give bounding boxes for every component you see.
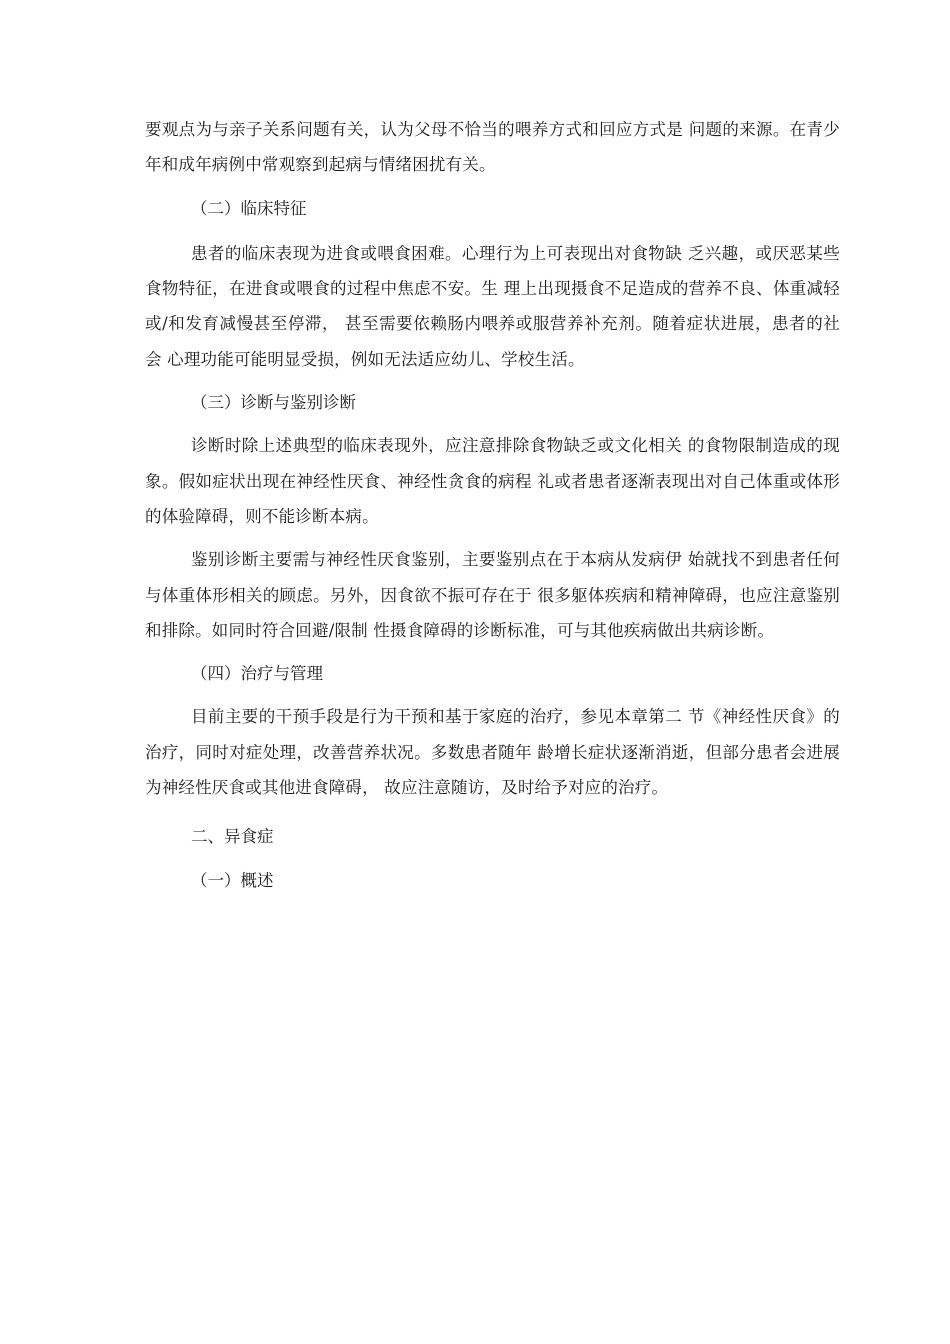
document-body [145,112,840,898]
heading-clinical-features: （二）临床特征 [191,198,307,218]
heading-diagnosis: （三）诊断与鉴别诊断 [191,393,356,413]
paragraph-clinical-features: 患者的临床表现为进食或喂食困难。心理行为上可表现出对食物缺 乏兴趣，或厌恶某些食物特征，在进食或喂食的过程中焦虑不安。生 理上出现摄食不足造成的营养不良、体重减轻或/和发育减慢甚至停滞， 甚至需要依赖肠内喂养或服营养补充剂。随着症状进展，患者的社会 心理功能可能明显受损，例如无法适应幼儿、学校生活。 [145,243,840,369]
paragraph-treatment: 目前主要的干预手段是行为干预和基于家庭的治疗，参见本章第二 节《神经性厌食》的治疗，同时对症处理，改善营养状况。多数患者随年 龄增长症状逐渐消逝，但部分患者会进展为神经性厌食或其他进食障碍， 故应注意随访，及时给予对应的治疗。 [145,707,840,798]
heading-overview: （一）概述 [191,870,274,890]
heading-treatment: （四）治疗与管理 [191,664,323,684]
heading-pica: 二、异食症 [191,827,274,847]
paragraph-diagnosis: 诊断时除上述典型的临床表现外，应注意排除食物缺乏或文化相关 的食物限制造成的现象。假如症状出现在神经性厌食、神经性贪食的病程 礼或者患者逐渐表现出对自己体重或体形的体验障碍，则不能诊断本病。 [145,436,840,526]
paragraph-differential-diagnosis: 鉴别诊断主要需与神经性厌食鉴别，主要鉴别点在于本病从发病伊 始就找不到患者任何与体重体形相关的顾虑。另外，因食欲不振可存在于 很多躯体疾病和精神障碍，也应注意鉴别和排除。如同时符合回避/限制 性摄食障碍的诊断标准，可与其他疾病做出共病诊断。 [145,550,840,640]
paragraph-etiology-continued: 要观点为与亲子关系问题有关，认为父母不恰当的喂养方式和回应方式是 问题的来源。在青少年和成年病例中常观察到起病与情绪困扰有关。 [145,120,840,175]
